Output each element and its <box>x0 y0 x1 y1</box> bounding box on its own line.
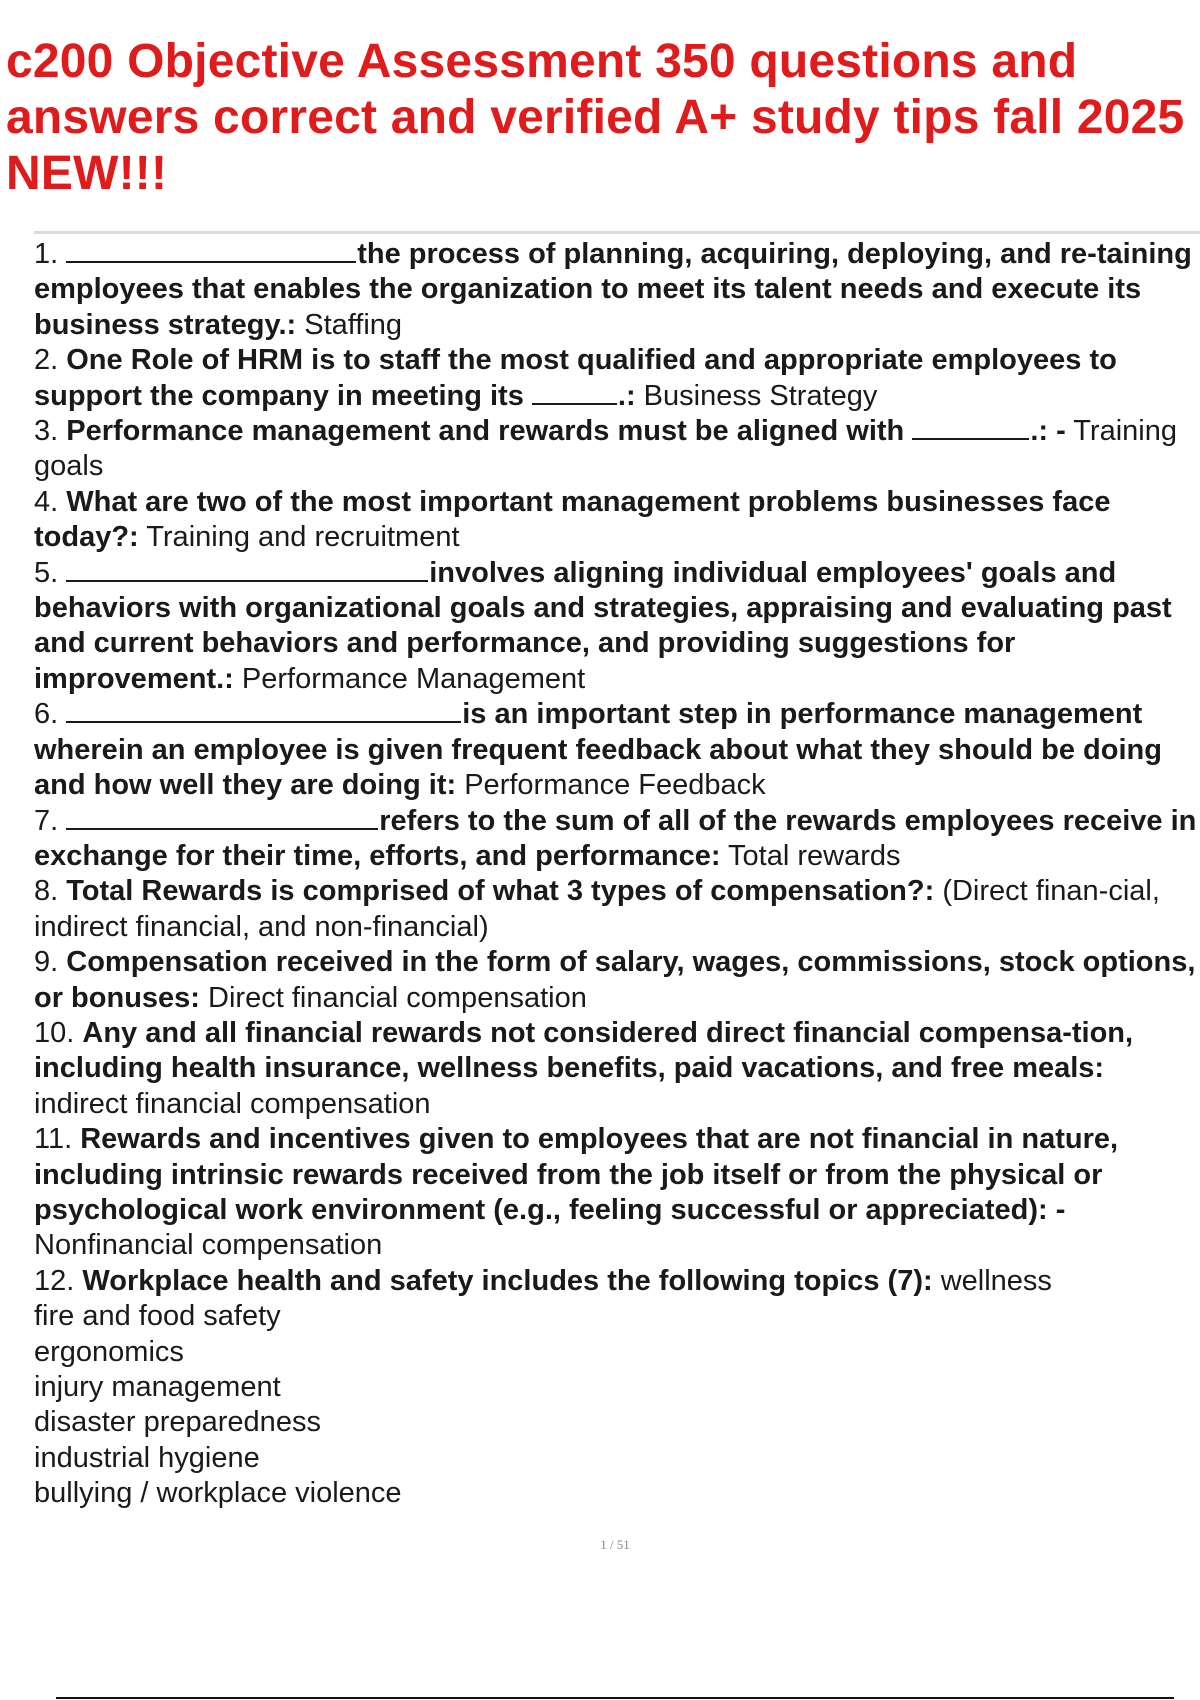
question-number: 4. <box>34 485 59 518</box>
question-number: 1. <box>34 238 59 270</box>
question-text-suffix: .: <box>617 379 636 412</box>
question-number: 6. <box>34 698 59 731</box>
question-number: 12. <box>34 1264 75 1297</box>
question-item-12 <box>34 1264 1200 1299</box>
answer-text: Training goals <box>34 415 1177 483</box>
question-item-4 <box>34 485 1200 556</box>
question-text: refers to the sum of all of the rewards employees receive in exchange for their time, efforts, and performance: <box>34 804 1197 872</box>
answer-blank <box>66 697 461 723</box>
answer-blank <box>66 804 378 830</box>
answer-blank <box>66 556 428 582</box>
question-item-3 <box>34 414 1200 485</box>
answer-list <box>34 1299 1200 1511</box>
question-number: 3. <box>34 415 59 448</box>
question-text: Performance management and rewards must be aligned with <box>66 415 905 448</box>
answer-list-item: fire and food safety <box>34 1300 281 1333</box>
question-text: What are two of the most important management problems businesses face today?: <box>34 485 1111 554</box>
answer-blank <box>912 414 1029 440</box>
question-text-suffix: .: - <box>1030 415 1066 448</box>
answer-text: Direct financial compensation <box>208 981 587 1014</box>
question-number: 10. <box>34 1016 75 1049</box>
question-item-11 <box>34 1122 1200 1264</box>
answer-blank <box>66 237 356 263</box>
question-text: Workplace health and safety includes the following topics (7): <box>82 1264 933 1297</box>
answer-blank <box>532 379 617 405</box>
question-item-8 <box>34 874 1200 945</box>
answer-text: Business Strategy <box>643 379 878 412</box>
answer-list-item: disaster preparedness <box>34 1406 321 1439</box>
page-number: 1 / 51 <box>600 1537 630 1552</box>
answer-text: (Direct finan-cial, indirect financial, and non-financial) <box>34 875 1160 943</box>
question-number: 11. <box>34 1123 73 1156</box>
footer-divider <box>56 1697 1174 1699</box>
title-divider <box>34 231 1200 234</box>
answer-text: indirect financial compensation <box>34 1087 431 1120</box>
question-text: One Role of HRM is to staff the most qualified and appropriate employees to support the company in meeting its <box>34 344 1117 412</box>
question-number: 8. <box>34 875 59 908</box>
question-number: 9. <box>34 946 59 979</box>
question-text: the process of planning, acquiring, deploying, and re-taining employees that enables the organization to meet its talent needs and execute its business strategy.: <box>34 238 1192 341</box>
answer-list-item: injury management <box>34 1371 281 1403</box>
answer-list-item: ergonomics <box>34 1335 184 1368</box>
question-number: 7. <box>34 804 59 837</box>
question-text: Compensation received in the form of salary, wages, commissions, stock options, or bonuses: <box>34 946 1196 1014</box>
question-item-2 <box>34 343 1200 414</box>
question-text: Total Rewards is comprised of what 3 types of compensation?: <box>66 875 935 908</box>
question-item-9 <box>34 945 1200 1016</box>
question-item-7 <box>34 804 1200 875</box>
answer-text: Staffing <box>304 308 403 341</box>
question-item-10 <box>34 1016 1200 1122</box>
answer-text: Training and recruitment <box>146 521 460 554</box>
question-item-6 <box>34 697 1200 803</box>
question-list <box>34 237 1200 1512</box>
question-text: involves aligning individual employees' goals and behaviors with organizational goals and strategies, appraising and evaluating past and current behaviors and performance, and providing suggestions for improvement.: <box>34 556 1172 695</box>
document-title: c200 Objective Assessment 350 questions and answers correct and verified A+ study tips fall 2025 NEW!!! <box>6 35 1185 200</box>
question-text: Rewards and incentives given to employees that are not financial in nature, including intrinsic rewards received from the job itself or from the physical or psychological work environment (e.g., feeling successful or appreciated): - <box>34 1123 1119 1226</box>
question-number: 2. <box>34 344 59 377</box>
answer-text: Nonfinancial compensation <box>34 1229 383 1262</box>
question-item-5 <box>34 556 1200 698</box>
answer-text: Performance Feedback <box>464 769 766 802</box>
question-text: is an important step in performance management wherein an employee is given frequent feedback about what they should be doing and how well they are doing it: <box>34 698 1162 802</box>
question-item-1 <box>34 237 1200 343</box>
answer-list-item: industrial hygiene <box>34 1441 260 1474</box>
answer-text: Total rewards <box>728 839 901 872</box>
answer-text: wellness <box>940 1264 1052 1297</box>
answer-text: Performance Management <box>241 662 586 695</box>
question-number: 5. <box>34 556 59 589</box>
answer-list-item: bullying / workplace violence <box>34 1477 402 1510</box>
question-text: Any and all financial rewards not considered direct financial compensa-tion, including health insurance, wellness benefits, paid vacations, and free meals: <box>34 1016 1134 1085</box>
